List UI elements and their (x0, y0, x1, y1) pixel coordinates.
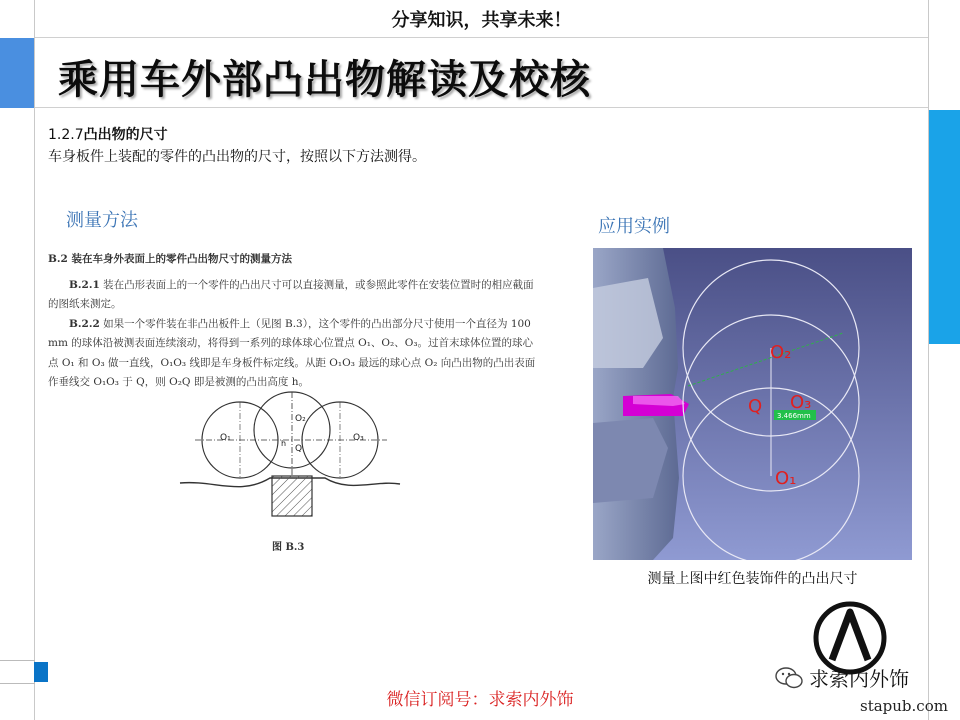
example-label: 应用实例 (598, 216, 670, 237)
wechat-brand-name: 求索内外饰 (809, 667, 909, 691)
label-o2: O₂ (295, 414, 306, 424)
example-caption: 测量上图中红色装饰件的凸出尺寸 (647, 571, 858, 587)
annotation-o2: O₂ (770, 342, 792, 363)
figure-b3-diagram (175, 388, 405, 528)
clause-number: B.2.1 (69, 278, 100, 291)
section-heading (48, 124, 168, 144)
method-label: 测量方法 (66, 210, 138, 231)
annotation-q: Q (748, 396, 763, 417)
figure-caption: 图 B.3 (272, 542, 305, 553)
clause-b21 (48, 276, 538, 315)
standard-heading: B.2 装在车身外表面上的零件凸出物尺寸的测量方法 (48, 253, 292, 265)
label-q: Q (295, 444, 303, 454)
accent-bar-left (0, 38, 34, 108)
banner-divider (35, 37, 928, 38)
application-example-render (593, 248, 912, 560)
clause-b22 (48, 315, 538, 393)
clause-text: 装在凸形表面上的一个零件的凸出尺寸可以直接测量，或参照此零件在安装位置时的相应截面的图纸来测定。 (48, 278, 534, 310)
annotation-o3: O₃ (790, 392, 812, 413)
accent-bar-right (929, 110, 960, 344)
title-divider (35, 107, 928, 108)
wechat-subscription-line: 微信订阅号：求索内外饰 (386, 690, 574, 710)
measure-tag: 3.466mm (777, 412, 811, 420)
section-intro: 车身板件上装配的零件的凸出物的尺寸，按照以下方法测得。 (48, 149, 426, 165)
standard-excerpt (48, 250, 538, 393)
clause-number: B.2.2 (69, 317, 100, 330)
corner-accent (34, 662, 48, 682)
label-o1: O₁ (220, 433, 231, 443)
clause-text: 如果一个零件装在非凸出板件上（见图 B.3），这个零件的凸出部分尺寸使用一个直径为 100 mm 的球体沿被测表面连续滚动，将得到一系列的球体球心位置点 O₁、O₂、O₃。过首末球体位置的球心点 O₁ 和 O₃ 做一直线，O₁O₃ 线即是车身板件标定线。从距 O₁O₃ 最远的球心点 O₂ 向凸出物的凸出表面作垂线交 O₁O₃ 于 Q，则 O₂Q 即是被测的凸出高度 h。 (48, 317, 536, 388)
corner-frame (0, 660, 35, 684)
section-heading-text: 凸出物的尺寸 (83, 127, 168, 143)
frame-left-line (34, 0, 35, 720)
top-banner: 分享知识，共享未来！ (391, 10, 572, 31)
section-number: 1.2.7 (48, 127, 84, 143)
label-h: h (281, 439, 287, 448)
frame-right-line (928, 0, 929, 720)
page-title: 乘用车外部凸出物解读及校核 (58, 57, 591, 103)
annotation-o1: O₁ (775, 468, 797, 489)
site-watermark: stapub.com (860, 697, 948, 715)
label-o3: O₃ (353, 433, 364, 443)
